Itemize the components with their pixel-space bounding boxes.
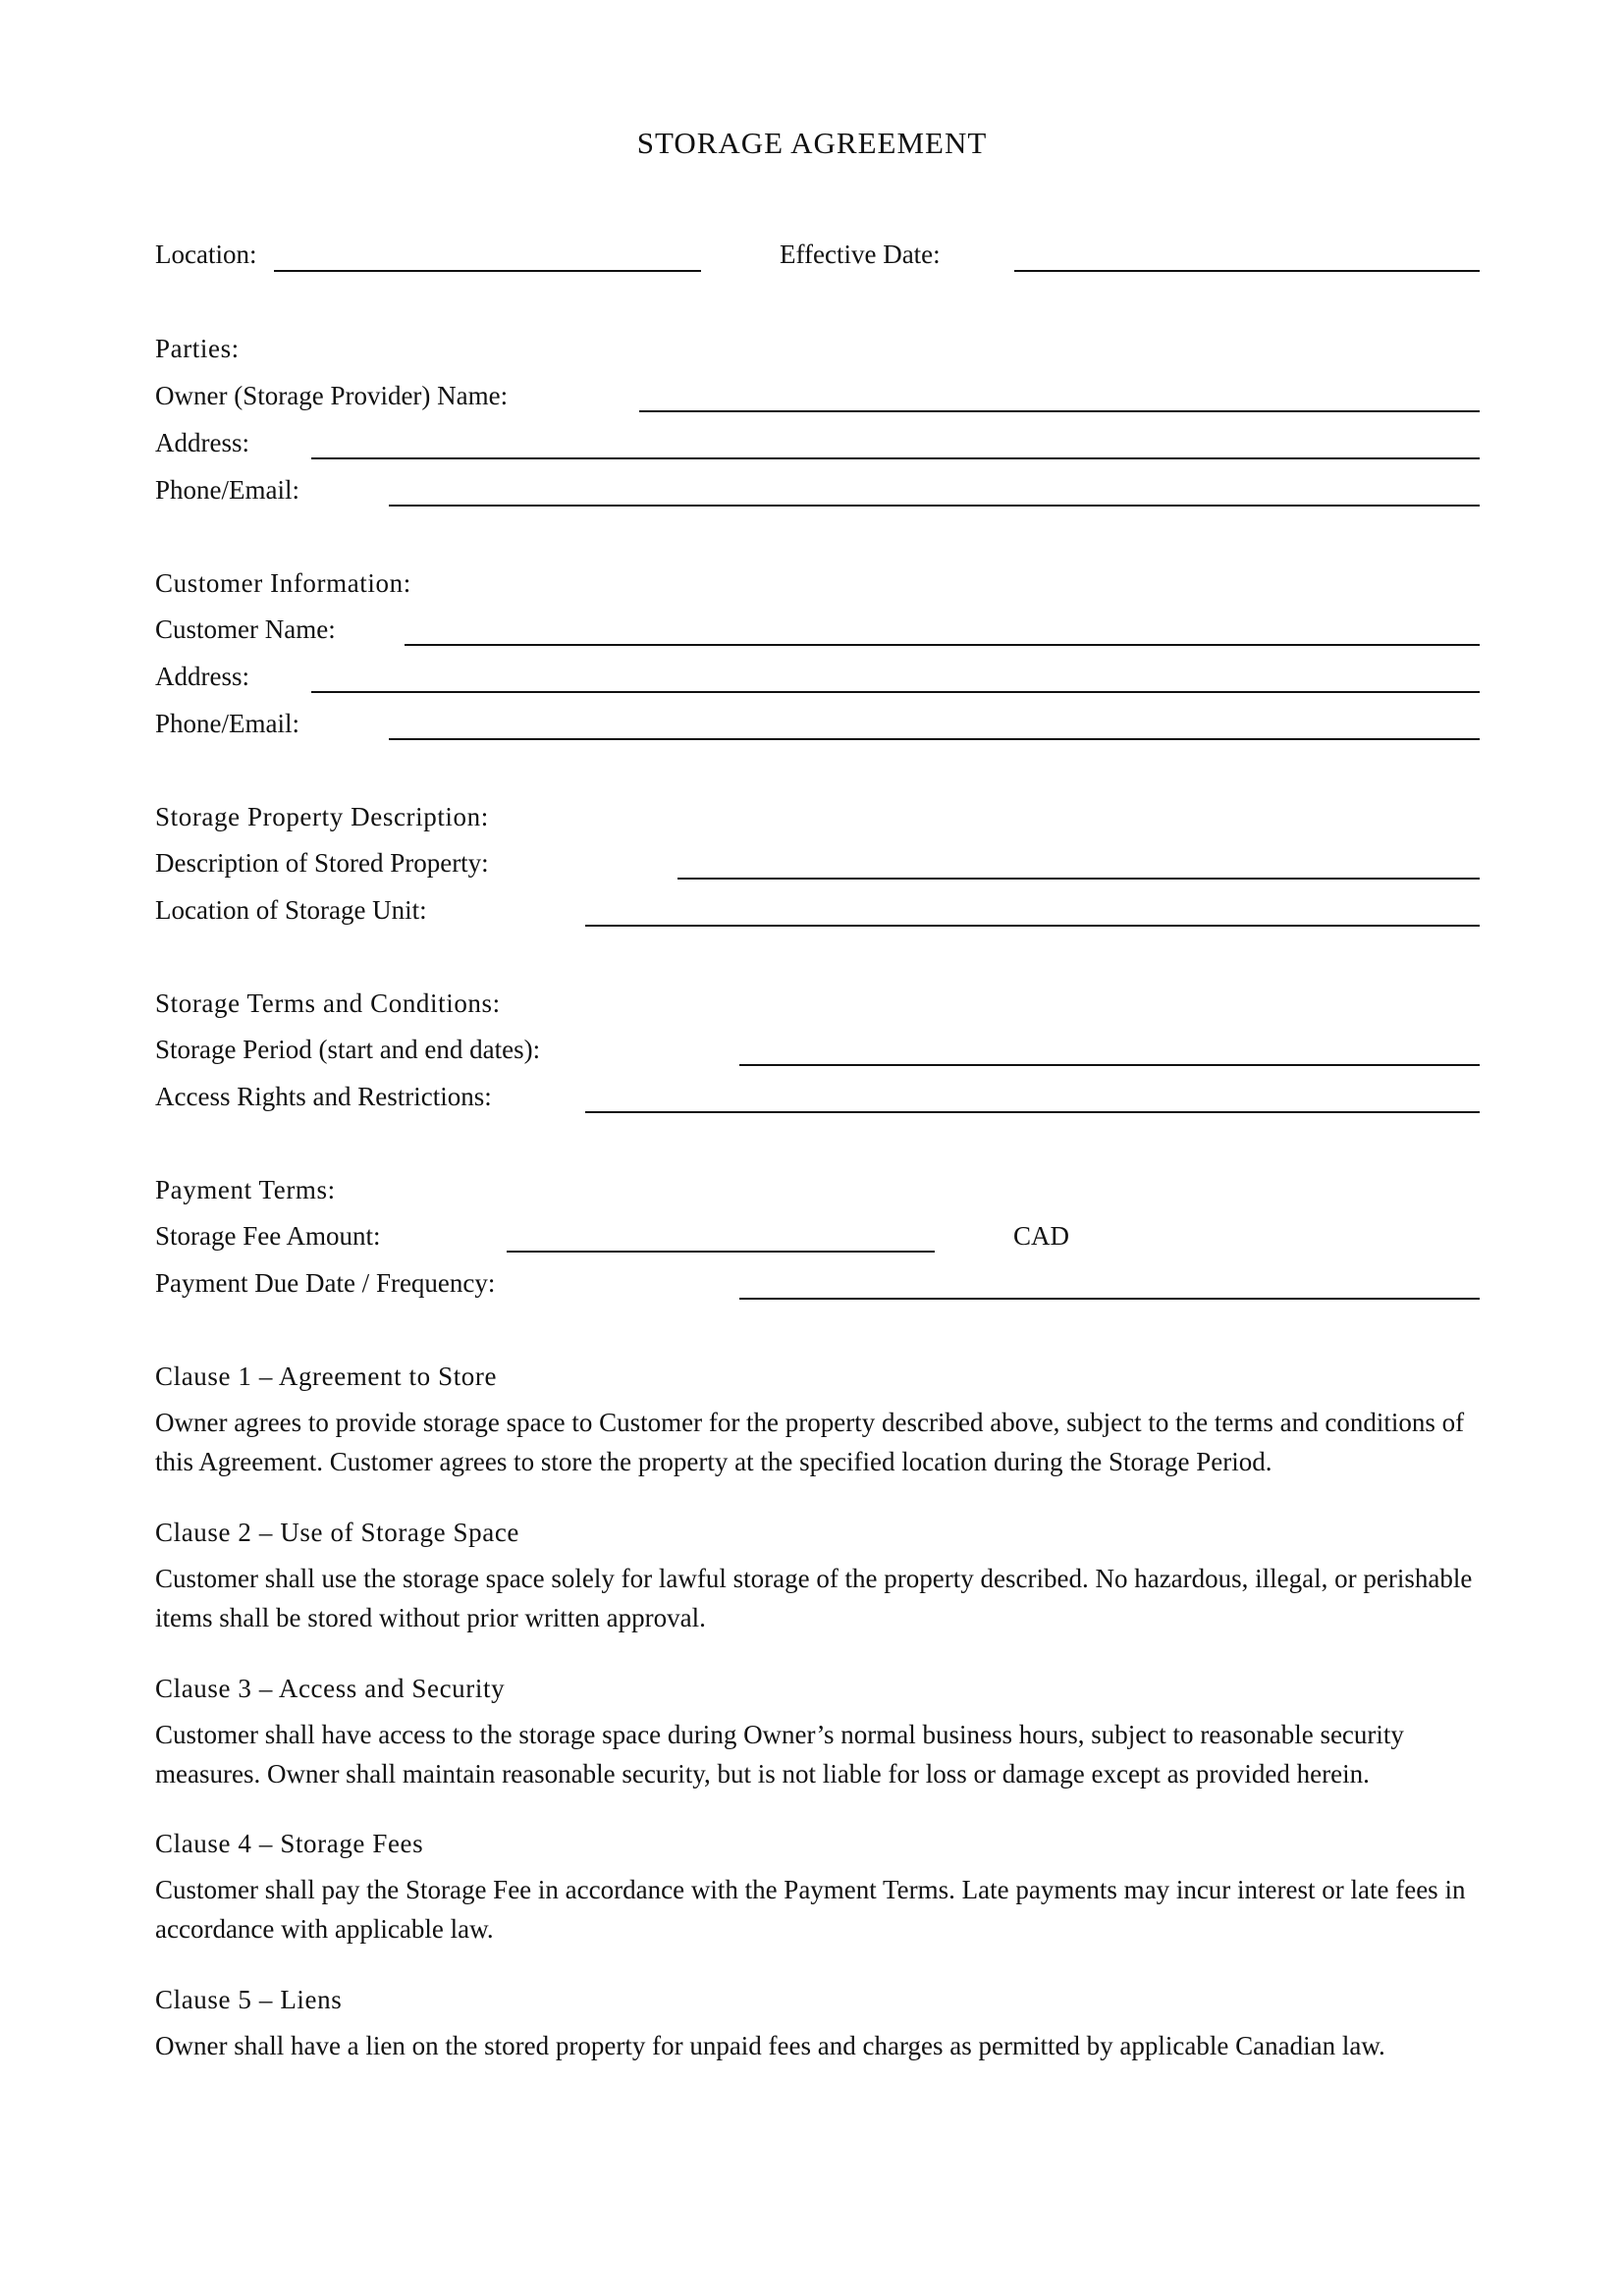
clause-4-title: Clause 4 – Storage Fees <box>155 1829 424 1858</box>
storage-fee-field[interactable] <box>507 1251 935 1253</box>
clause-5-body: Owner shall have a lien on the stored property for unpaid fees and charges as permitted by applicable Canadian law. <box>155 2031 1385 2060</box>
unit-location-label: Location of Storage Unit: <box>155 895 427 925</box>
clause-5-title: Clause 5 – Liens <box>155 1985 343 2014</box>
parties-heading: Parties: <box>155 334 240 363</box>
payment-heading: Payment Terms: <box>155 1175 336 1204</box>
property-heading: Storage Property Description: <box>155 802 489 831</box>
clause-1-body: Owner agrees to provide storage space to Customer for the property described above, subject to the terms and conditions of this Agreement. Customer agrees to store the property at the specified location during the Storage Period. <box>155 1408 1465 1476</box>
customer-name-label: Customer Name: <box>155 614 336 644</box>
clause-2-body: Customer shall use the storage space solely for lawful storage of the property described. No hazardous, illegal, or perishable items shall be stored without prior written approval. <box>155 1564 1473 1632</box>
owner-phone-email-label: Phone/Email: <box>155 475 299 505</box>
unit-location-field[interactable] <box>585 925 1480 927</box>
payment-due-field[interactable] <box>739 1298 1480 1300</box>
terms-heading: Storage Terms and Conditions: <box>155 988 501 1018</box>
owner-address-label: Address: <box>155 428 249 457</box>
owner-phone-email-field[interactable] <box>389 505 1480 507</box>
customer-phone-email-field[interactable] <box>389 738 1480 740</box>
property-description-label: Description of Stored Property: <box>155 848 489 878</box>
access-rights-label: Access Rights and Restrictions: <box>155 1082 492 1111</box>
storage-fee-label: Storage Fee Amount: <box>155 1221 381 1251</box>
owner-name-label: Owner (Storage Provider) Name: <box>155 381 509 410</box>
owner-name-field[interactable] <box>639 410 1480 412</box>
access-rights-field[interactable] <box>585 1111 1480 1113</box>
payment-due-label: Payment Due Date / Frequency: <box>155 1268 496 1298</box>
customer-address-label: Address: <box>155 662 249 691</box>
customer-phone-email-label: Phone/Email: <box>155 709 299 738</box>
effective-date-label: Effective Date: <box>780 240 941 269</box>
document-title: STORAGE AGREEMENT <box>636 126 988 160</box>
clause-1-title: Clause 1 – Agreement to Store <box>155 1362 498 1391</box>
clause-3-body: Customer shall have access to the storage space during Owner’s normal business hours, subject to reasonable security measures. Owner shall maintain reasonable security, but is not liable for loss or damage except as provided herein. <box>155 1720 1404 1789</box>
storage-period-label: Storage Period (start and end dates): <box>155 1035 541 1064</box>
owner-address-field[interactable] <box>311 457 1480 459</box>
location-label: Location: <box>155 240 257 269</box>
effective-date-field[interactable] <box>1014 270 1480 272</box>
property-description-field[interactable] <box>677 878 1480 880</box>
storage-period-field[interactable] <box>739 1064 1480 1066</box>
customer-heading: Customer Information: <box>155 568 411 598</box>
customer-address-field[interactable] <box>311 691 1480 693</box>
location-field[interactable] <box>274 270 701 272</box>
clause-3-title: Clause 3 – Access and Security <box>155 1674 506 1703</box>
clause-4-body: Customer shall pay the Storage Fee in accordance with the Payment Terms. Late payments may incur interest or late fees in accordance with applicable law. <box>155 1875 1466 1944</box>
currency-label: CAD <box>1013 1221 1070 1251</box>
clause-2-title: Clause 2 – Use of Storage Space <box>155 1518 520 1547</box>
customer-name-field[interactable] <box>405 644 1480 646</box>
